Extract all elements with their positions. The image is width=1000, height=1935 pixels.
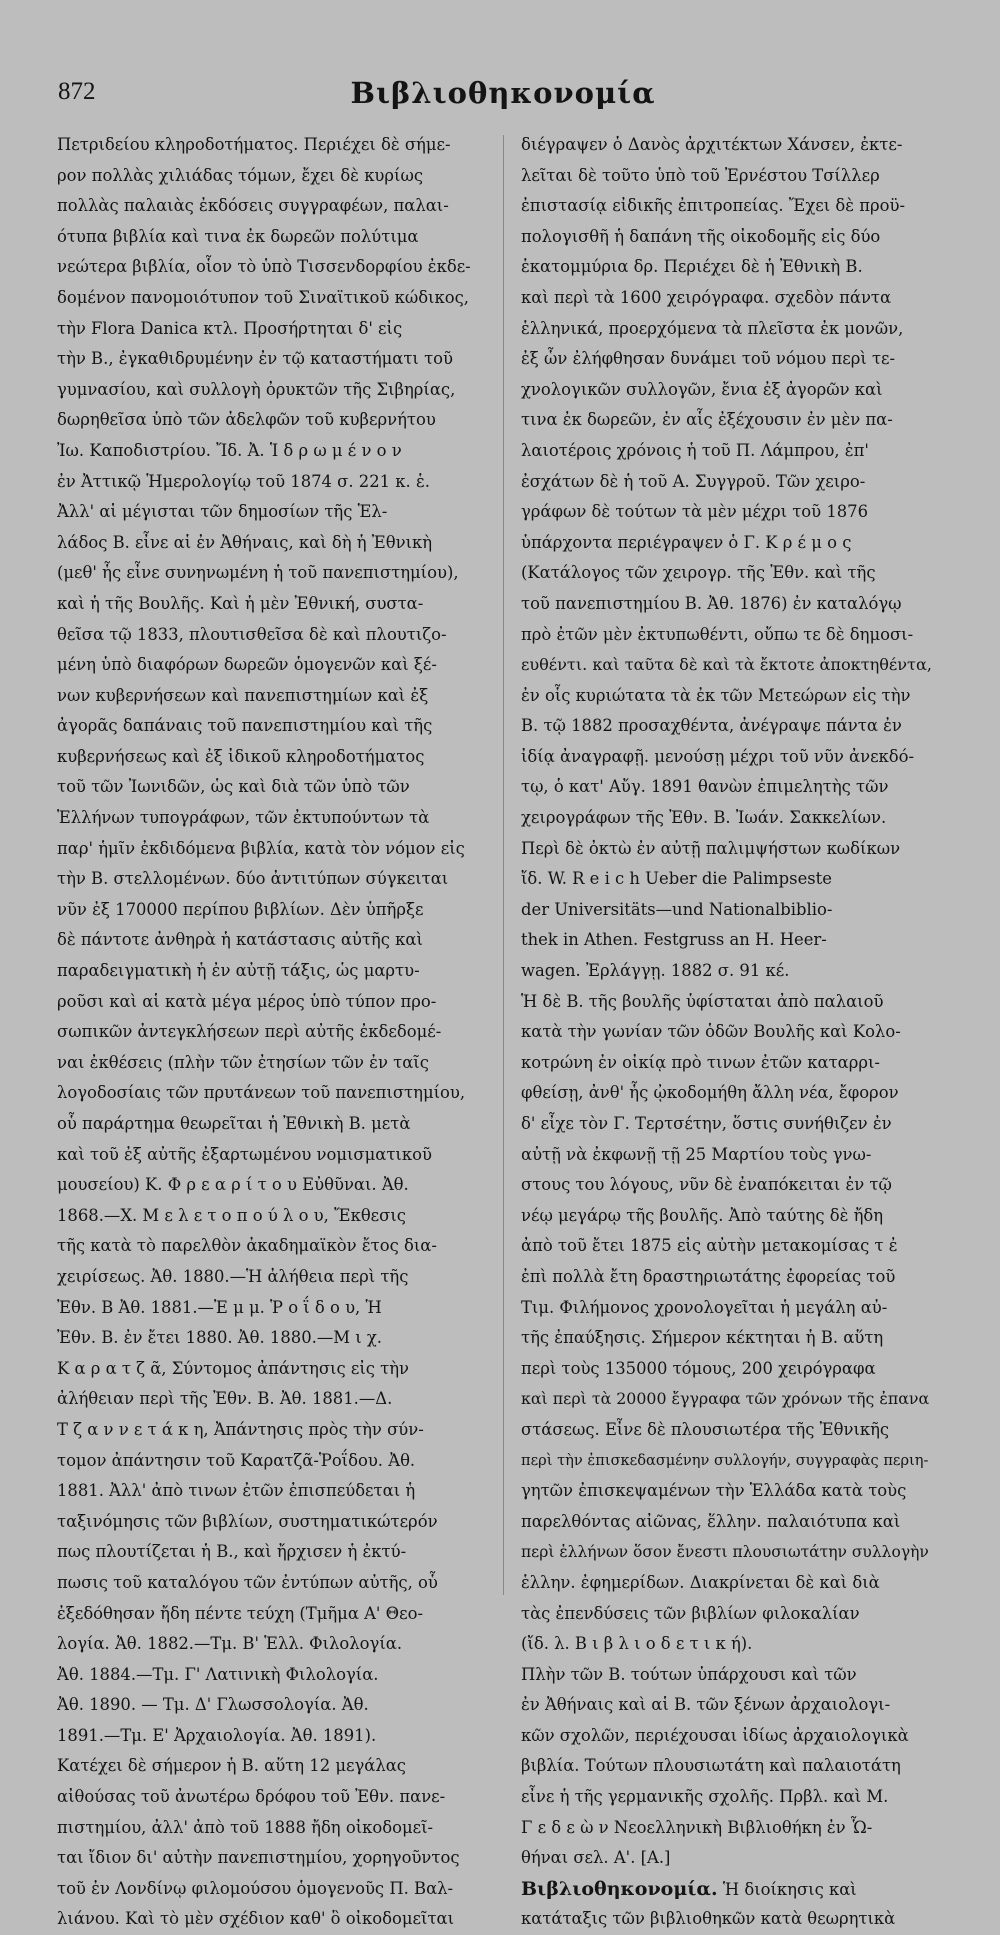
text-line: γητῶν ἐπισκεψαμένων τὴν Ἑλλάδα κατὰ τοὺς: [521, 1481, 907, 1501]
text-line: Ἰω. Καποδιστρίου. Ἴδ. Ἀ. Ἱ δ ρ ω μ έ ν ο ν: [57, 440, 402, 460]
text-line: Ἑλλήνων τυπογράφων, τῶν ἐκτυπούντων τὰ: [57, 808, 430, 828]
text-line: Τιμ. Φιλήμονος χρονολογεῖται ἡ μεγάλη αὐ-: [521, 1297, 888, 1317]
text-line: πωσις τοῦ καταλόγου τῶν ἐντύπων αὐτῆς, οὗ: [57, 1572, 438, 1592]
text-line: ται ἴδιον δι' αὐτὴν πανεπιστημίου, χορηγοῦντος: [57, 1848, 460, 1868]
text-line: der Universitäts—und Nationalbiblio-: [521, 899, 833, 919]
text-line: (ἴδ. λ. Β ι β λ ι ο δ ε τ ι κ ή).: [521, 1634, 753, 1654]
text-line: καὶ περὶ τὰ 20000 ἔγγραφα τῶν χρόνων τῆς ἐπανα: [521, 1389, 930, 1409]
text-line: τὴν Flora Danica κτλ. Προσήρτηται δ' εἰς: [57, 318, 403, 338]
text-line: φθείσῃ, ἀνθ' ἧς ᾠκοδομήθη ἄλλη νέα, ἔφορον: [521, 1083, 899, 1103]
text-line: περὶ τὴν ἐπισκεδασμένην συλλογήν, συγγραφὰς περιη-: [521, 1451, 929, 1469]
text-line: στους του λόγους, νῦν δὲ ἐναπόκειται ἐν τῷ: [521, 1175, 892, 1195]
text-line: Τ ζ α ν ν ε τ ά κ η, Ἀπάντησις πρὸς τὴν σύν-: [57, 1419, 424, 1439]
text-line: λεῖται δὲ τοῦτο ὑπὸ τοῦ Ἐρνέστου Τσίλλερ: [521, 165, 880, 185]
text-line: Ἀλλ' αἱ μέγισται τῶν δημοσίων τῆς Ἑλ-: [57, 502, 388, 522]
text-line: κυβερνήσεως καὶ ἐξ ἰδικοῦ κληροδοτήματος: [57, 746, 425, 766]
text-line: τοῦ τῶν Ἰωνιδῶν, ὡς καὶ διὰ τῶν ὑπὸ τῶν: [57, 777, 410, 797]
running-title: Βιβλιοθηκονομία: [350, 76, 656, 110]
text-line: παρ' ἡμῖν ἐκδιδόμενα βιβλία, κατὰ τὸν νόμον εἰς: [57, 838, 465, 858]
text-line: thek in Athen. Festgruss an H. Heer-: [521, 930, 827, 950]
text-line: διέγραψεν ὁ Δανὸς ἀρχιτέκτων Χάνσεν, ἐκτε-: [521, 135, 903, 154]
text-line: πρὸ ἐτῶν μὲν ἐκτυπωθέντι, οὔπω τε δὲ δημοσι-: [521, 624, 914, 644]
text-line: Περὶ δὲ ὀκτὼ ἐν αὐτῇ παλιμψήστων κωδίκων: [521, 838, 901, 858]
text-line: λογία. Ἀθ. 1882.—Τμ. Β' Ἑλλ. Φιλολογία.: [57, 1634, 403, 1654]
text-line: ότυπα βιβλία καὶ τινα ἐκ δωρεῶν πολύτιμα: [57, 226, 419, 246]
text-line: (Κατάλογος τῶν χειρογρ. τῆς Ἐθν. καὶ τῆς: [521, 563, 876, 583]
text-line: πολογισθῆ ἡ δαπάνη τῆς οἰκοδομῆς εἰς δύο: [521, 226, 881, 246]
text-line: ἐπιστασίᾳ εἰδικῆς ἐπιτροπείας. Ἔχει δὲ προϋ-: [521, 196, 906, 216]
text-line: ἀπὸ τοῦ ἔτει 1875 εἰς αὐτὴν μετακομίσας τ ἐ: [521, 1236, 898, 1256]
text-line: ἰδίᾳ ἀναγραφῇ. μενούσῃ μέχρι τοῦ νῦν ἀνεκδό-: [521, 746, 915, 766]
text-line: γυμνασίου, καὶ συλλογὴ ὀρυκτῶν τῆς Σιβηρίας,: [57, 379, 456, 399]
text-line: περὶ τοὺς 135000 τόμους, 200 χειρόγραφα: [521, 1358, 876, 1378]
text-line: 1891.—Τμ. Ε' Ἀρχαιολογία. Ἀθ. 1891).: [57, 1725, 377, 1745]
text-line: μένη ὑπὸ διαφόρων δωρεῶν ὁμογενῶν καὶ ξέ-: [57, 655, 437, 675]
text-line: πως πλουτίζεται ἡ Β., καὶ ἤρχισεν ἡ ἐκτύ-: [57, 1542, 407, 1562]
text-line: οὗ παράρτημα θεωρεῖται ἡ Ἐθνικὴ Β. μετὰ: [57, 1114, 411, 1133]
text-line: αἰθούσας τοῦ ἀνωτέρω δρόφου τοῦ Ἐθν. πανε-: [57, 1787, 446, 1807]
text-line: wagen. Ἐρλάγγῃ. 1882 σ. 91 κέ.: [521, 961, 790, 981]
text-line: ἀγορᾶς δαπάναις τοῦ πανεπιστημίου καὶ τῆς: [57, 716, 433, 736]
text-line: ευθέντι. καὶ ταῦτα δὲ καὶ τὰ ἔκτοτε ἀποκτηθέντα,: [521, 655, 932, 675]
text-line: καὶ περὶ τὰ 1600 χειρόγραφα. σχεδὸν πάντα: [521, 287, 892, 307]
text-line: Ἐθν. Β. ἐν ἔτει 1880. Ἀθ. 1880.—Μ ι χ.: [57, 1328, 383, 1348]
text-line: ρον πολλὰς χιλιάδας τόμων, ἔχει δὲ κυρίως: [57, 165, 424, 185]
text-line: νεώτερα βιβλία, οἷον τὸ ὑπὸ Τισσενδορφίου ἐκδε-: [57, 257, 471, 277]
text-line: περὶ ἑλλήνων ὅσον ἔνεστι πλουσιωτάτην συλλογὴν: [521, 1543, 929, 1562]
text-line: θήναι σελ. Α'. [Α.]: [521, 1848, 671, 1868]
text-line: ὑπάρχοντα περιέγραψεν ὁ Γ. Κ ρ έ μ ο ς: [521, 532, 852, 552]
text-line: τοῦ ἐν Λονδίνῳ φιλομούσου ὁμογενοῦς Π. Βαλ-: [57, 1878, 454, 1898]
text-line: παρελθόντας αἰῶνας, ἕλλην. παλαιότυπα καὶ: [521, 1511, 901, 1531]
page-header: [58, 78, 948, 118]
text-line: ταξινόμησις τῶν βιβλίων, συστηματικώτερόν: [57, 1511, 438, 1531]
column-rule: [503, 135, 504, 1595]
text-line: χειρογράφων τῆς Ἐθν. Β. Ἰωάν. Σακκελίων.: [521, 808, 887, 828]
text-line: γράφων δὲ τούτων τὰ μὲν μέχρι τοῦ 1876: [521, 502, 869, 522]
text-line: Βιβλιοθηκονομία. Ἡ διοίκησις καὶ: [521, 1877, 857, 1900]
right-column: [521, 130, 934, 1935]
text-line: Ἀθ. 1890. — Τμ. Δ' Γλωσσολογία. Ἀθ.: [57, 1695, 369, 1715]
text-line: τομον ἀπάντησιν τοῦ Καρατζᾶ-Ῥοΐδου. Ἀθ.: [57, 1450, 416, 1470]
left-column: [57, 130, 485, 1935]
text-line: Ἐθν. Β Ἀθ. 1881.—Ἐ μ μ. Ῥ ο ΐ δ ο υ, Ἡ: [57, 1297, 382, 1317]
text-line: θεῖσα τῷ 1833, πλουτισθεῖσα δὲ καὶ πλουτιζο-: [57, 624, 447, 644]
text-line: ἑλλην. ἐφημερίδων. Διακρίνεται δὲ καὶ διὰ: [521, 1572, 880, 1592]
text-line: ἴδ. W. R e i c h Ueber die Palimpseste: [521, 869, 832, 889]
text-line: τοῦ πανεπιστημίου Β. Ἀθ. 1876) ἐν καταλόγῳ: [521, 593, 902, 613]
text-line: νέῳ μεγάρῳ τῆς βουλῆς. Ἀπὸ ταύτης δὲ ἤδη: [521, 1205, 884, 1225]
text-line: δ' εἶχε τὸν Γ. Τερτσέτην, ὅστις συνήθιζεν ἐν: [521, 1114, 892, 1133]
text-line: τὴν Β. στελλομένων. δύο ἀντιτύπων σύγκειται: [57, 869, 449, 889]
text-line: Πλὴν τῶν Β. τούτων ὑπάρχουσι καὶ τῶν: [521, 1664, 857, 1684]
text-line: κατὰ τὴν γωνίαν τῶν ὁδῶν Βουλῆς καὶ Κολο-: [521, 1022, 901, 1042]
text-line: τὰς ἐπενδύσεις τῶν βιβλίων φιλοκαλίαν: [521, 1603, 860, 1623]
text-line: κοτρώνη ἐν οἰκίᾳ πρὸ τινων ἐτῶν καταρρι-: [521, 1052, 880, 1072]
text-line: χνολογικῶν συλλογῶν, ἔνια ἐξ ἀγορῶν καὶ: [521, 379, 883, 399]
text-line: πιστημίου, ἀλλ' ἀπὸ τοῦ 1888 ἤδη οἰκοδομεῖ-: [57, 1817, 434, 1837]
text-line: χειρίσεως. Ἀθ. 1880.—Ἡ ἀλήθεια περὶ τῆς: [57, 1266, 409, 1286]
text-line: ἑλληνικά, προερχόμενα τὰ πλεῖστα ἐκ μονῶν,: [521, 318, 904, 338]
text-line: πολλὰς παλαιὰς ἐκδόσεις συγγραφέων, παλαι-: [57, 196, 449, 216]
text-line: ἐπὶ πολλὰ ἔτη δραστηριωτάτης ἐφορείας τοῦ: [521, 1266, 896, 1286]
text-line: ἐξεδόθησαν ἤδη πέντε τεύχη (Τμῆμα Α' Θεο-: [57, 1603, 423, 1623]
text-line: τῳ, ὁ κατ' Αὔγ. 1891 θανὼν ἐπιμελητὴς τῶν: [521, 777, 889, 797]
text-line: αὐτῇ νὰ ἐκφωνῇ τῇ 25 Μαρτίου τοὺς γνω-: [521, 1144, 872, 1164]
text-line: Ἀθ. 1884.—Τμ. Γ' Λατινικὴ Φιλολογία.: [57, 1664, 379, 1684]
text-line: ἐν Ἀττικῷ Ἡμερολογίῳ τοῦ 1874 σ. 221 κ. ἑ.: [57, 471, 430, 491]
text-line: σωπικῶν ἀντεγκλήσεων περὶ αὐτῆς ἐκδεδομέ-: [57, 1022, 442, 1042]
page-number: 872: [58, 78, 96, 105]
text-line: εἶνε ἡ τῆς γερμανικῆς σχολῆς. Πρβλ. καὶ Μ.: [521, 1787, 889, 1807]
text-line: Κ α ρ α τ ζ ᾶ, Σύντομος ἀπάντησις εἰς τὴν: [57, 1358, 410, 1378]
text-line: λογοδοσίαις τῶν πρυτάνεων τοῦ πανεπιστημίου,: [57, 1083, 466, 1103]
text-line: ροῦσι καὶ αἱ κατὰ μέγα μέρος ὑπὸ τύπον προ-: [57, 991, 437, 1011]
text-line: λαιοτέροις χρόνοις ἡ τοῦ Π. Λάμπρου, ἐπ': [521, 440, 869, 460]
text-line: δομένον πανομοιότυπον τοῦ Σιναϊτικοῦ κώδικος,: [57, 287, 469, 307]
text-line: 1868.—Χ. Μ ε λ ε τ ο π ο ύ λ ο υ, Ἔκθεσις: [57, 1205, 406, 1225]
entry-headword: Βιβλιοθηκονομία.: [521, 1877, 718, 1900]
text-line: τινα ἐκ δωρεῶν, ἐν αἷς ἐξέχουσιν ἐν μὲν πα-: [521, 410, 893, 430]
text-line: δὲ πάντοτε ἀνθηρὰ ἡ κατάστασις αὐτῆς καὶ: [57, 930, 423, 950]
text-line: καὶ τοῦ ἐξ αὐτῆς ἐξαρτωμένου νομισματικοῦ: [57, 1144, 432, 1164]
text-line: κατάταξις τῶν βιβλιοθηκῶν κατὰ θεωρητικὰ: [521, 1909, 896, 1929]
text-line: τῆς κατὰ τὸ παρελθὸν ἀκαδημαϊκὸν ἔτος δια-: [57, 1236, 437, 1256]
text-line: καὶ ἡ τῆς Βουλῆς. Καὶ ἡ μὲν Ἐθνική, συστα-: [57, 593, 424, 613]
text-line: κῶν σχολῶν, περιέχουσαι ἰδίως ἀρχαιολογικὰ: [521, 1725, 909, 1745]
text-line: ἀλήθειαν περὶ τῆς Ἐθν. Β. Ἀθ. 1881.—Δ.: [57, 1389, 393, 1409]
text-line: παραδειγματικὴ ἡ ἐν αὐτῇ τάξις, ὡς μαρτυ-: [57, 961, 420, 981]
text-line: ἐξ ὧν ἐλήφθησαν δυνάμει τοῦ νόμου περὶ τε-: [521, 349, 896, 369]
text-line: τῆς ἐπαύξησις. Σήμερον κέκτηται ἡ Β. αὕτη: [521, 1328, 884, 1348]
text-line: βιβλία. Τούτων πλουσιωτάτη καὶ παλαιοτάτη: [521, 1756, 901, 1776]
text-line: 1881. Ἀλλ' ἀπὸ τινων ἐτῶν ἐπισπεύδεται ἡ: [57, 1481, 416, 1501]
text-line: ναι ἐκθέσεις (πλὴν τῶν ἐτησίων τῶν ἐν ταῖς: [57, 1052, 429, 1072]
text-line: νῦν ἐξ 170000 περίπου βιβλίων. Δὲν ὑπῆρξε: [57, 899, 424, 919]
text-line: δωρηθεῖσα ὑπὸ τῶν ἀδελφῶν τοῦ κυβερνήτου: [57, 410, 436, 430]
text-line: Ἡ δὲ Β. τῆς βουλῆς ὑφίσταται ἀπὸ παλαιοῦ: [521, 991, 884, 1011]
text-line: ἐσχάτων δὲ ἡ τοῦ Α. Συγγροῦ. Τῶν χειρο-: [521, 471, 866, 491]
text-line: Πετριδείου κληροδοτήματος. Περιέχει δὲ σήμε-: [57, 135, 451, 154]
text-line: στάσεως. Εἶνε δὲ πλουσιωτέρα τῆς Ἐθνικῆς: [521, 1419, 890, 1439]
text-line: λιάνου. Καὶ τὸ μὲν σχέδιον καθ' ὃ οἰκοδομεῖται: [57, 1909, 455, 1929]
text-line: Κατέχει δὲ σήμερον ἡ Β. αὕτη 12 μεγάλας: [57, 1756, 406, 1776]
text-line: ἐν Ἀθήναις καὶ αἱ Β. τῶν ξένων ἀρχαιολογι-: [521, 1695, 891, 1715]
text-line: νων κυβερνήσεων καὶ πανεπιστημίων καὶ ἐξ: [57, 685, 429, 705]
text-line: μουσείου) Κ. Φ ρ ε α ρ ί τ ο υ Εὐθῦναι. Ἀθ.: [57, 1175, 409, 1195]
text-line: τὴν Β., ἐγκαθιδρυμένην ἐν τῷ καταστήματι τοῦ: [57, 349, 453, 369]
text-line: λάδος Β. εἶνε αἱ ἐν Ἀθήναις, καὶ δὴ ἡ Ἐθνικὴ: [57, 532, 433, 552]
text-line: Β. τῷ 1882 προσαχθέντα, ἀνέγραψε πάντα ἐν: [521, 716, 902, 736]
text-line: ἑκατομμύρια δρ. Περιέχει δὲ ἡ Ἐθνικὴ Β.: [521, 257, 863, 277]
text-line: ἐν οἷς κυριώτατα τὰ ἐκ τῶν Μετεώρων εἰς τὴν: [521, 685, 911, 705]
text-line: Γ ε δ ε ὼ ν Νεοελληνικὴ Βιβλιοθήκη ἐν Ὧ-: [521, 1817, 873, 1837]
text-line: (μεθ' ἧς εἶνε συνηνωμένη ἡ τοῦ πανεπιστημίου),: [57, 563, 459, 583]
